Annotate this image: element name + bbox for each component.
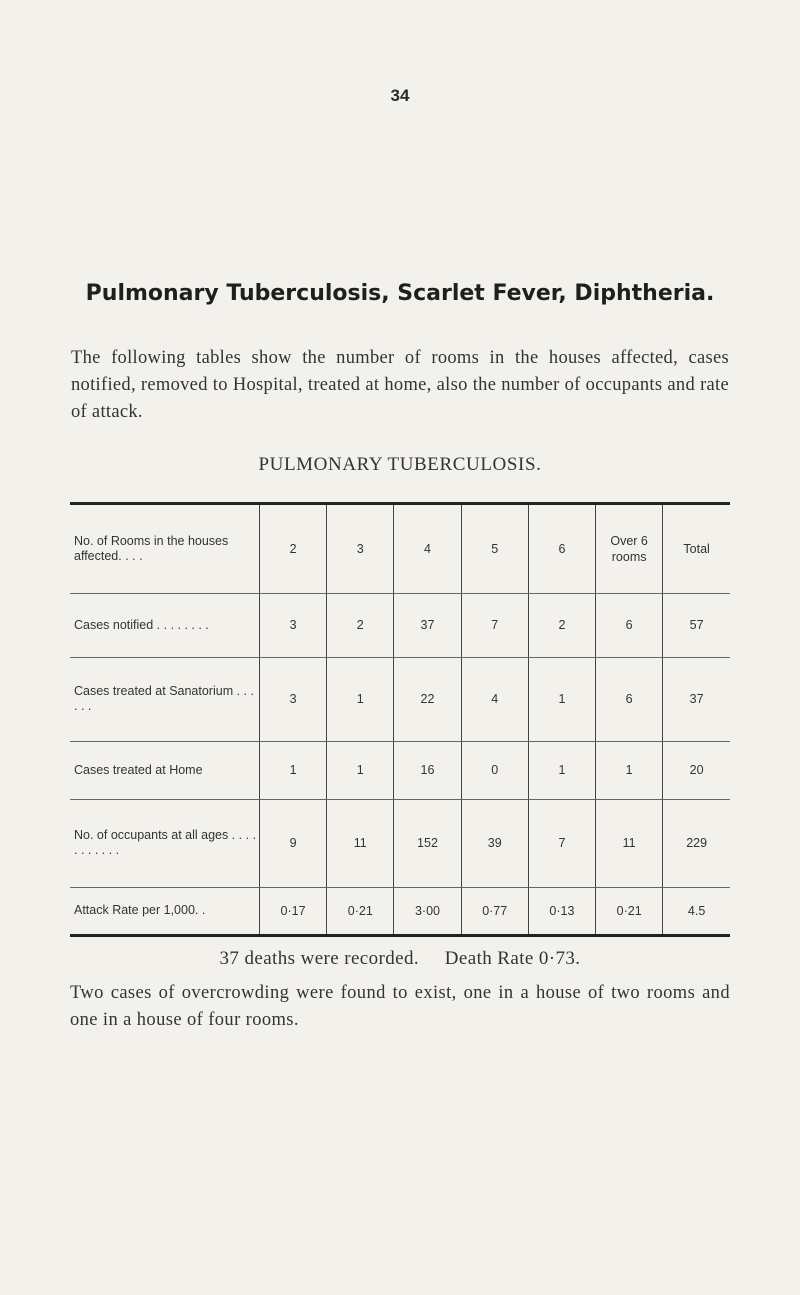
table-cell: 7 <box>461 593 528 657</box>
section-heading: Pulmonary Tuberculosis, Scarlet Fever, Diphtheria. <box>85 281 715 306</box>
header-cell: 6 <box>528 505 595 593</box>
table-cell: 152 <box>394 799 461 887</box>
table-cell: 6 <box>596 657 663 741</box>
table-cell: 37 <box>394 593 461 657</box>
table-row <box>70 799 730 887</box>
table-cell: 1 <box>528 741 595 799</box>
table-cell: 4 <box>461 657 528 741</box>
table-cell: 22 <box>394 657 461 741</box>
table-cell: 0·21 <box>327 887 394 934</box>
intro-paragraph: The following tables show the number of rooms in the houses affected, cases notified, removed to Hospital, treated at home, also the number of occupants and rate of attack. <box>71 348 729 422</box>
tuberculosis-table <box>70 505 730 934</box>
table-cell: 0 <box>461 741 528 799</box>
table-cell: 11 <box>596 799 663 887</box>
table-cell: 9 <box>259 799 326 887</box>
header-cell: Over 6 rooms <box>596 505 663 593</box>
table-cell: 4.5 <box>663 887 730 934</box>
table-row <box>70 741 730 799</box>
table-cell: 7 <box>528 799 595 887</box>
table-cell: 20 <box>663 741 730 799</box>
header-cell: 4 <box>394 505 461 593</box>
page-number: 34 <box>390 86 410 105</box>
table-cell: 0·77 <box>461 887 528 934</box>
table-cell: 3·00 <box>394 887 461 934</box>
table-cell: 2 <box>528 593 595 657</box>
table-title: PULMONARY TUBERCULOSIS. <box>258 454 542 475</box>
table-cell: 3 <box>259 593 326 657</box>
table-cell: 1 <box>528 657 595 741</box>
overcrowding-note: Two cases of overcrowding were found to exist, one in a house of two rooms and one in a house of four rooms. <box>70 983 730 1030</box>
header-label: No. of Rooms in the houses affected. . . . <box>70 505 259 593</box>
table-cell: 3 <box>259 657 326 741</box>
row-label: Cases treated at Sanatorium . . . . . . <box>70 657 259 741</box>
row-label: No. of occupants at all ages . . . . . . . . . . . <box>70 799 259 887</box>
table-cell: 0·17 <box>259 887 326 934</box>
table-cell: 1 <box>596 741 663 799</box>
table-cell: 0·13 <box>528 887 595 934</box>
table-cell: 1 <box>327 657 394 741</box>
table-cell: 39 <box>461 799 528 887</box>
table-cell: 1 <box>259 741 326 799</box>
table-cell: 16 <box>394 741 461 799</box>
row-label: Attack Rate per 1,000. . <box>74 903 206 918</box>
header-cell: Total <box>663 505 730 593</box>
table-cell: 11 <box>327 799 394 887</box>
table-cell: 6 <box>596 593 663 657</box>
table-row <box>70 657 730 741</box>
header-cell: 2 <box>259 505 326 593</box>
table-cell: 229 <box>663 799 730 887</box>
table-cell: 1 <box>327 741 394 799</box>
table-row <box>70 593 730 657</box>
table-cell: 2 <box>327 593 394 657</box>
table-header-row <box>70 505 730 593</box>
deaths-summary: 37 deaths were recorded. Death Rate 0·73. <box>219 948 581 969</box>
table-row <box>70 887 730 934</box>
table-cell: 0·21 <box>596 887 663 934</box>
table-bottom-rule <box>70 934 730 937</box>
header-cell: 3 <box>327 505 394 593</box>
row-label: Cases treated at Home <box>70 741 259 799</box>
row-label: Cases notified . . . . . . . . <box>70 593 259 657</box>
table-cell: 57 <box>663 593 730 657</box>
header-cell: 5 <box>461 505 528 593</box>
table-cell: 37 <box>663 657 730 741</box>
